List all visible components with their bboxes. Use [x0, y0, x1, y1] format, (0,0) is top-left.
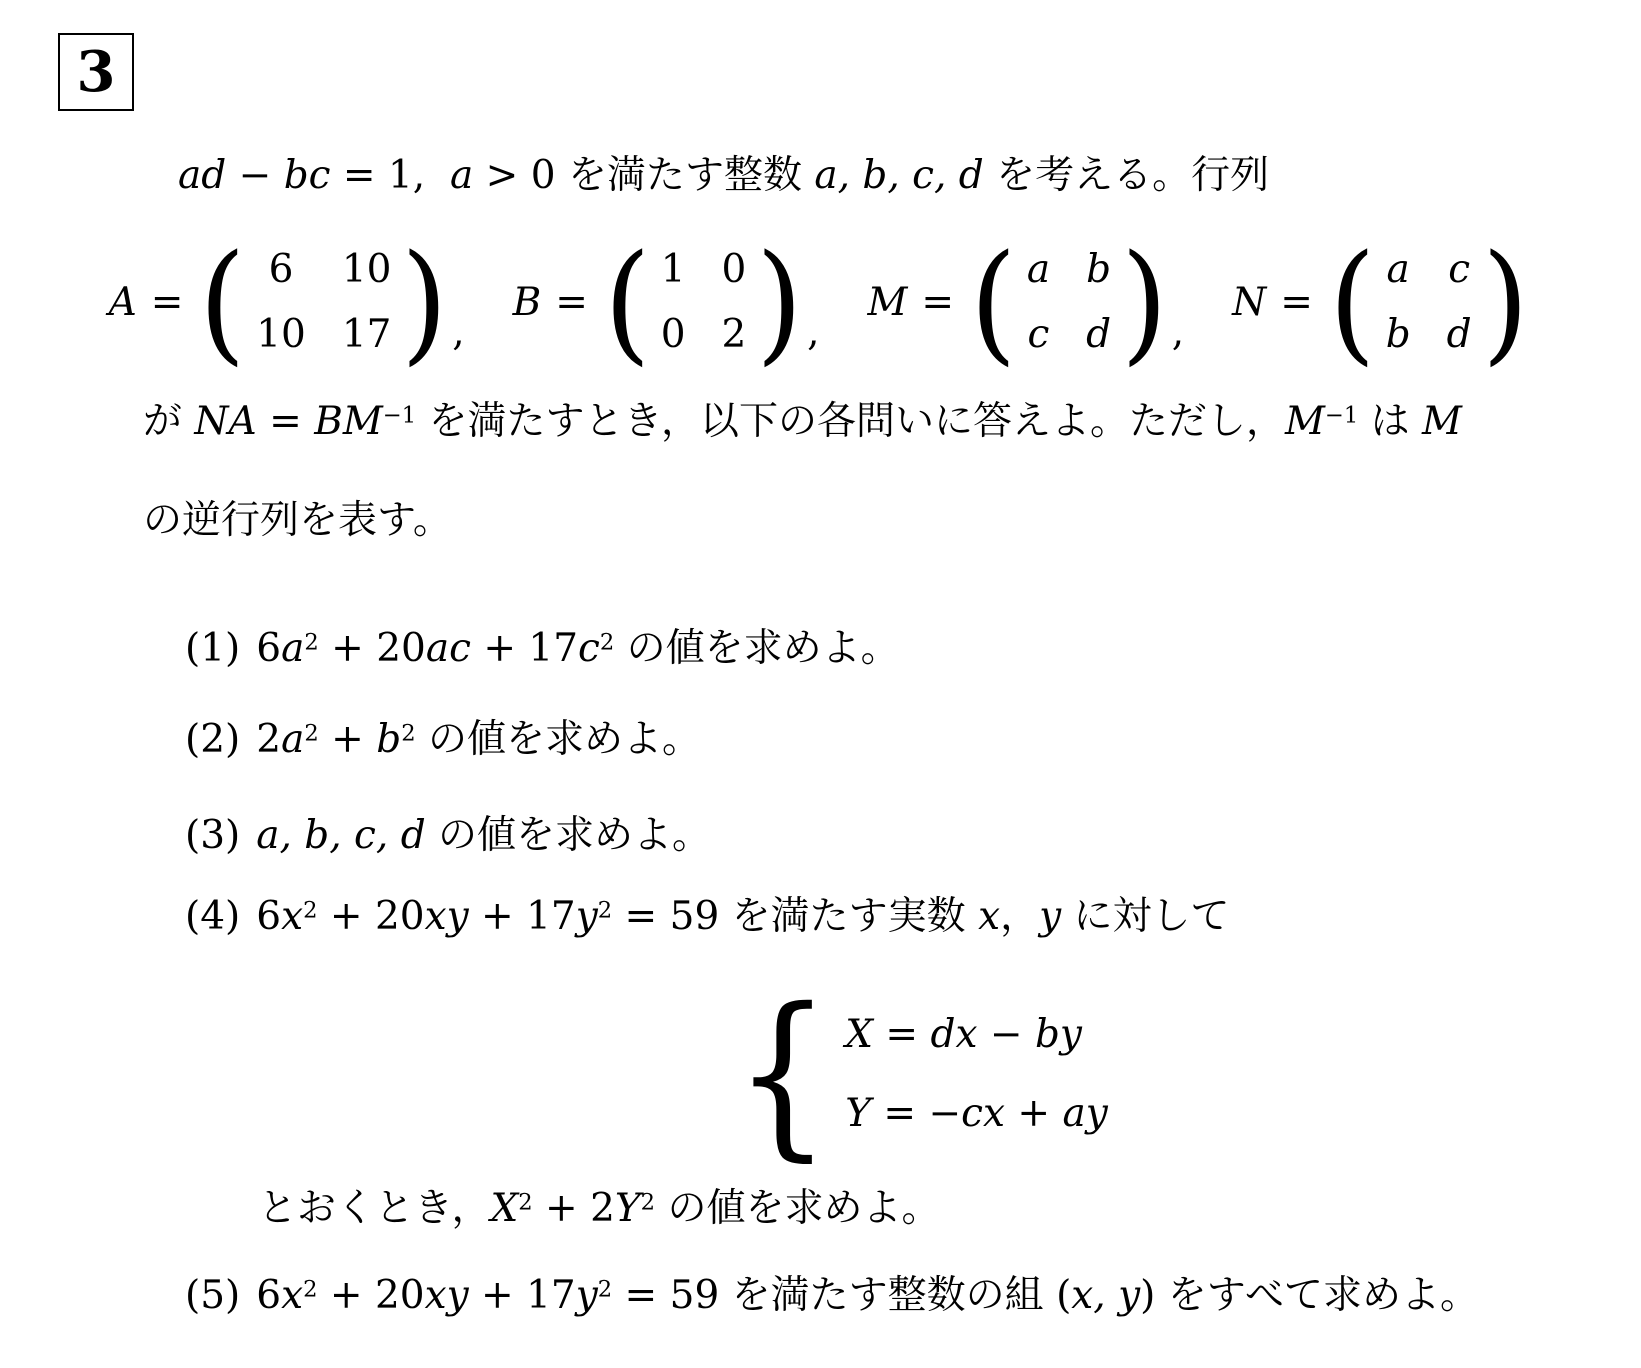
math-run: 6	[256, 1273, 282, 1318]
comma: ,	[807, 309, 820, 355]
math-run: = 1,	[330, 153, 450, 198]
matrix-entries	[1386, 247, 1472, 357]
math-run: x, y	[1071, 1273, 1141, 1318]
equation-system	[726, 970, 1108, 1177]
math-operator: = −	[871, 1091, 962, 1136]
left-paren-small: (	[1056, 1273, 1072, 1318]
japanese-text: を満たす整数の組	[719, 1273, 1057, 1318]
math-run: a	[281, 717, 305, 762]
exponent: 2	[597, 897, 613, 924]
exponent: 2	[304, 720, 319, 747]
intro-line-2	[143, 398, 1462, 447]
math-run: xy	[424, 894, 469, 939]
math-run: + 2	[532, 1186, 615, 1231]
right-paren: )	[401, 226, 449, 378]
math-run: b	[376, 717, 402, 762]
math-operator: +	[1005, 1091, 1063, 1136]
japanese-text: に対して	[1061, 894, 1230, 939]
math-run: x	[281, 894, 304, 939]
right-paren: )	[756, 226, 804, 378]
math-run: a	[450, 153, 474, 198]
matrix-definitions	[0, 226, 1641, 378]
equals-sign: =	[1280, 279, 1313, 325]
math-run: = 59	[612, 894, 720, 939]
math-run: ay	[1062, 1091, 1108, 1136]
matrix-entry-22: d	[1446, 312, 1472, 357]
equals-sign: =	[921, 279, 955, 325]
math-run: x	[978, 894, 1001, 939]
matrix-entry-21: b	[1385, 312, 1411, 357]
math-run: 2	[256, 717, 282, 762]
math-run: bc	[283, 153, 331, 198]
matrix-entry-12: c	[1448, 247, 1471, 292]
right-paren-small: )	[1140, 1273, 1156, 1318]
matrix-entry-12: 10	[341, 247, 392, 292]
math-operator: −	[226, 153, 284, 198]
math-run: y	[575, 1273, 598, 1318]
matrix-entries	[256, 247, 391, 357]
intro-line-1	[178, 152, 1269, 201]
exponent: −1	[1324, 402, 1359, 429]
matrix-a	[108, 226, 465, 378]
matrix-entry-12: 0	[721, 247, 747, 292]
matrix-entry-21: 0	[660, 312, 686, 357]
japanese-text: とおくとき，	[258, 1186, 491, 1231]
question-label: (1)	[185, 626, 241, 671]
japanese-text: を満たすとき，以下の各問いに答えよ。ただし，	[416, 399, 1285, 444]
question-label: (3)	[185, 813, 241, 858]
question-3	[185, 812, 711, 861]
matrix-entry-11: 6	[268, 247, 294, 292]
matrix-entries	[661, 247, 747, 357]
left-paren: (	[970, 226, 1017, 378]
japanese-text: は	[1358, 399, 1423, 444]
math-operator: −	[977, 1012, 1035, 1057]
exponent: 2	[303, 1276, 318, 1303]
exponent: 2	[401, 720, 416, 747]
math-run: + 20	[318, 626, 426, 671]
matrix-entry-21: 10	[256, 312, 306, 357]
math-run: + 20	[317, 894, 425, 939]
math-run: a, b, c, d	[256, 813, 426, 858]
japanese-text: の値を求めよ。	[614, 626, 900, 671]
matrix-entry-21: c	[1027, 312, 1050, 357]
matrix-entry-11: a	[1386, 247, 1410, 292]
japanese-text: の逆行列を表す。	[143, 498, 452, 543]
system-rows	[845, 1012, 1108, 1136]
math-run: M	[1284, 399, 1325, 444]
math-run: ad	[178, 153, 227, 198]
system-row-1	[845, 1012, 1108, 1057]
math-run: Y	[614, 1186, 641, 1231]
math-run: NA	[194, 399, 257, 444]
comma: ,	[452, 309, 465, 355]
math-run: BM	[314, 399, 383, 444]
math-run: Y	[845, 1091, 871, 1136]
question-label: (5)	[185, 1273, 241, 1318]
system-row-2	[845, 1091, 1108, 1136]
matrix-n	[1232, 226, 1532, 378]
matrix-entry-12: b	[1086, 247, 1112, 292]
right-paren: )	[1481, 226, 1529, 378]
matrix-entry-22: 17	[341, 312, 392, 357]
matrix-name: A	[108, 279, 137, 325]
comma: ,	[1171, 309, 1185, 355]
right-paren: )	[1121, 226, 1168, 378]
japanese-text: を満たす実数	[719, 894, 979, 939]
math-run: a	[281, 626, 305, 671]
left-paren: (	[603, 226, 651, 378]
math-run: a, b, c, d	[814, 153, 984, 198]
matrix-b	[512, 226, 820, 378]
matrix-entry-11: 1	[660, 247, 686, 292]
question-5	[185, 1272, 1479, 1321]
math-operator: =	[256, 399, 315, 444]
math-run: X	[845, 1012, 874, 1057]
matrix-m	[867, 226, 1185, 378]
math-run: 6	[256, 894, 282, 939]
japanese-text: をすべて求めよ。	[1155, 1273, 1479, 1318]
problem-number: 3	[76, 39, 116, 105]
japanese-text: が	[143, 399, 195, 444]
equals-sign: =	[150, 279, 184, 325]
math-run: X	[490, 1186, 519, 1231]
math-run: M	[1422, 399, 1462, 444]
math-run: c	[578, 626, 600, 671]
exponent: 2	[518, 1189, 533, 1216]
question-4-closing	[258, 1185, 940, 1234]
question-label: (2)	[185, 717, 241, 762]
math-run: y	[575, 894, 598, 939]
math-run: + 20	[317, 1273, 425, 1318]
matrix-name: N	[1232, 279, 1267, 325]
math-run: y	[1039, 894, 1062, 939]
math-run: x	[281, 1273, 304, 1318]
question-label: (4)	[185, 894, 241, 939]
math-operator: =	[873, 1012, 931, 1057]
math-run: +	[318, 717, 377, 762]
exponent: −1	[382, 402, 417, 429]
exponent: 2	[597, 1276, 613, 1303]
math-run: + 17	[468, 894, 576, 939]
matrix-name: M	[867, 279, 908, 325]
math-run: xy	[424, 1273, 469, 1318]
left-paren: (	[1329, 226, 1376, 378]
matrix-name: B	[512, 279, 542, 325]
math-run: = 59	[612, 1273, 720, 1318]
matrix-entry-11: a	[1026, 247, 1051, 292]
exponent: 2	[640, 1189, 656, 1216]
question-2	[185, 716, 701, 765]
japanese-text: の値を求めよ。	[425, 813, 712, 858]
math-run: 6	[256, 626, 282, 671]
matrix-entry-22: 2	[721, 312, 747, 357]
japanese-text: を考える。行列	[983, 153, 1270, 198]
math-run: + 17	[468, 1273, 576, 1318]
exponent: 2	[304, 629, 319, 656]
math-run: cx	[961, 1091, 1005, 1136]
question-1	[185, 625, 900, 674]
math-run: by	[1034, 1012, 1082, 1057]
matrix-entries	[1027, 247, 1111, 357]
math-run: ac	[425, 626, 471, 671]
left-brace: {	[734, 970, 831, 1177]
exponent: 2	[599, 629, 615, 656]
intro-line-3	[143, 497, 452, 546]
question-4	[185, 893, 1230, 942]
japanese-text: の値を求めよ。	[655, 1186, 941, 1231]
problem-number-box	[58, 33, 134, 111]
fullwidth-comma: ，	[1000, 894, 1040, 939]
math-run: + 17	[470, 626, 579, 671]
exponent: 2	[303, 897, 318, 924]
equals-sign: =	[555, 279, 588, 325]
math-run: dx	[930, 1012, 978, 1057]
matrix-entry-22: d	[1086, 312, 1112, 357]
japanese-text: の値を求めよ。	[415, 717, 701, 762]
left-paren: (	[199, 226, 247, 378]
japanese-text: を満たす整数	[555, 153, 815, 198]
math-run: > 0	[473, 153, 556, 198]
